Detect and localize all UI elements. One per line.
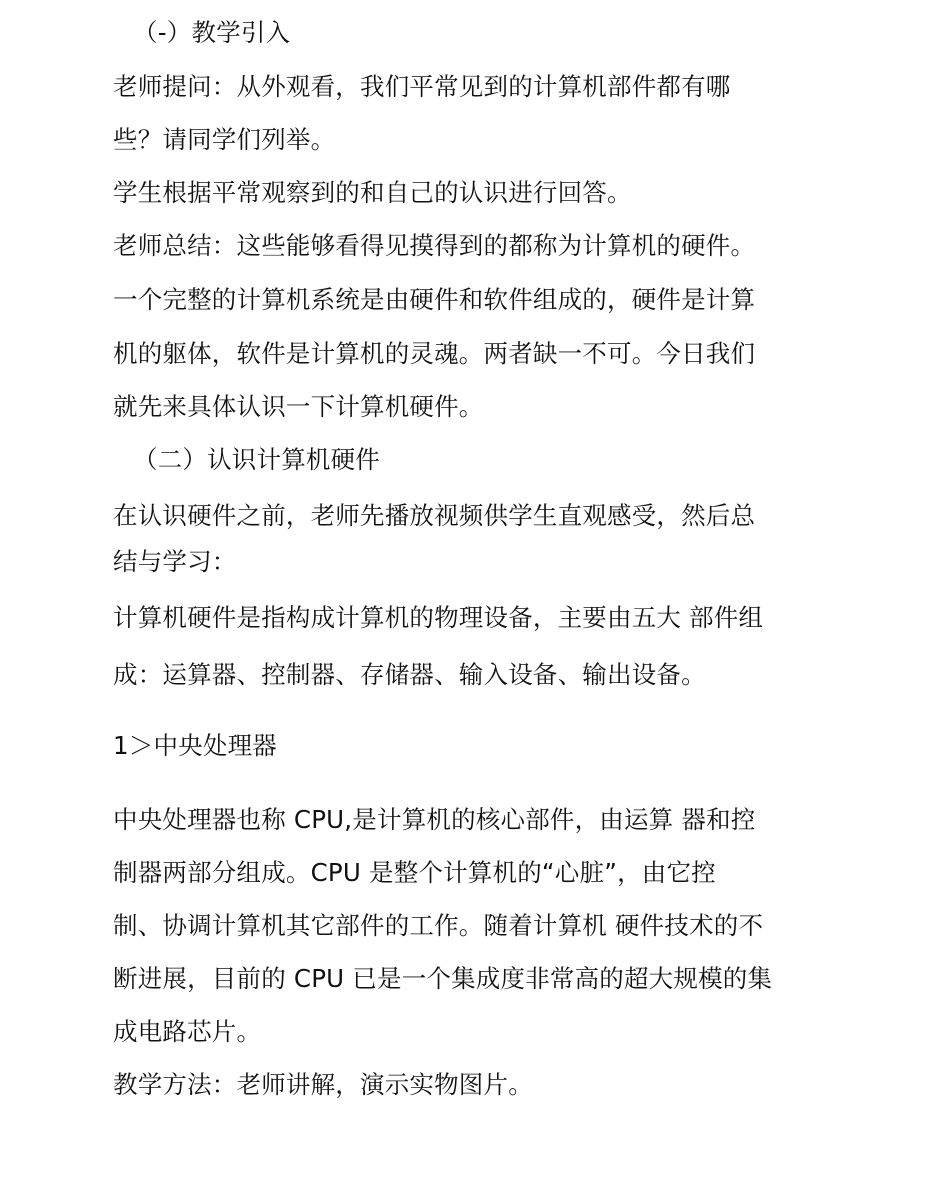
section-heading-teaching-intro: （-）教学引入 — [133, 18, 291, 47]
paragraph-line: 在认识硬件之前，老师先播放视频供学生直观感受，然后总 — [113, 501, 756, 530]
paragraph-line: 些？请同学们列举。 — [113, 125, 336, 154]
paragraph-line: 制器两部分组成。CPU 是整个计算机的“心脏”，由它控 — [113, 858, 716, 887]
paragraph-line: 学生根据平常观察到的和自己的认识进行回答。 — [113, 178, 632, 207]
paragraph-line: 一个完整的计算机系统是由硬件和软件组成的，硬件是计算 — [113, 285, 756, 314]
paragraph-line: 断进展，目前的 CPU 已是一个集成度非常高的超大规模的集 — [113, 964, 773, 993]
paragraph-line: 计算机硬件是指构成计算机的物理设备，主要由五大 部件组 — [113, 603, 764, 632]
paragraph-line: 教学方法：老师讲解，演示实物图片。 — [113, 1070, 533, 1099]
paragraph-line: 制、协调计算机其它部件的工作。随着计算机 硬件技术的不 — [113, 911, 764, 940]
paragraph-line: 就先来具体认识一下计算机硬件。 — [113, 392, 484, 421]
subsection-heading-cpu: 1＞中央处理器 — [113, 731, 277, 760]
paragraph-line: 成：运算器、控制器、存储器、输入设备、输出设备。 — [113, 660, 706, 689]
section-heading-know-hardware: （二）认识计算机硬件 — [133, 445, 380, 474]
paragraph-line: 结与学习： — [113, 547, 237, 576]
paragraph-line: 中央处理器也称 CPU,是计算机的核心部件，由运算 器和控 — [113, 805, 756, 834]
paragraph-line: 成电路芯片。 — [113, 1017, 262, 1046]
paragraph-line: 机的躯体，软件是计算机的灵魂。两者缺一不可。今日我们 — [113, 339, 756, 368]
paragraph-line: 老师提问：从外观看，我们平常见到的计算机部件都有哪 — [113, 72, 731, 101]
paragraph-line: 老师总结：这些能够看得见摸得到的都称为计算机的硬件。 — [113, 231, 756, 260]
